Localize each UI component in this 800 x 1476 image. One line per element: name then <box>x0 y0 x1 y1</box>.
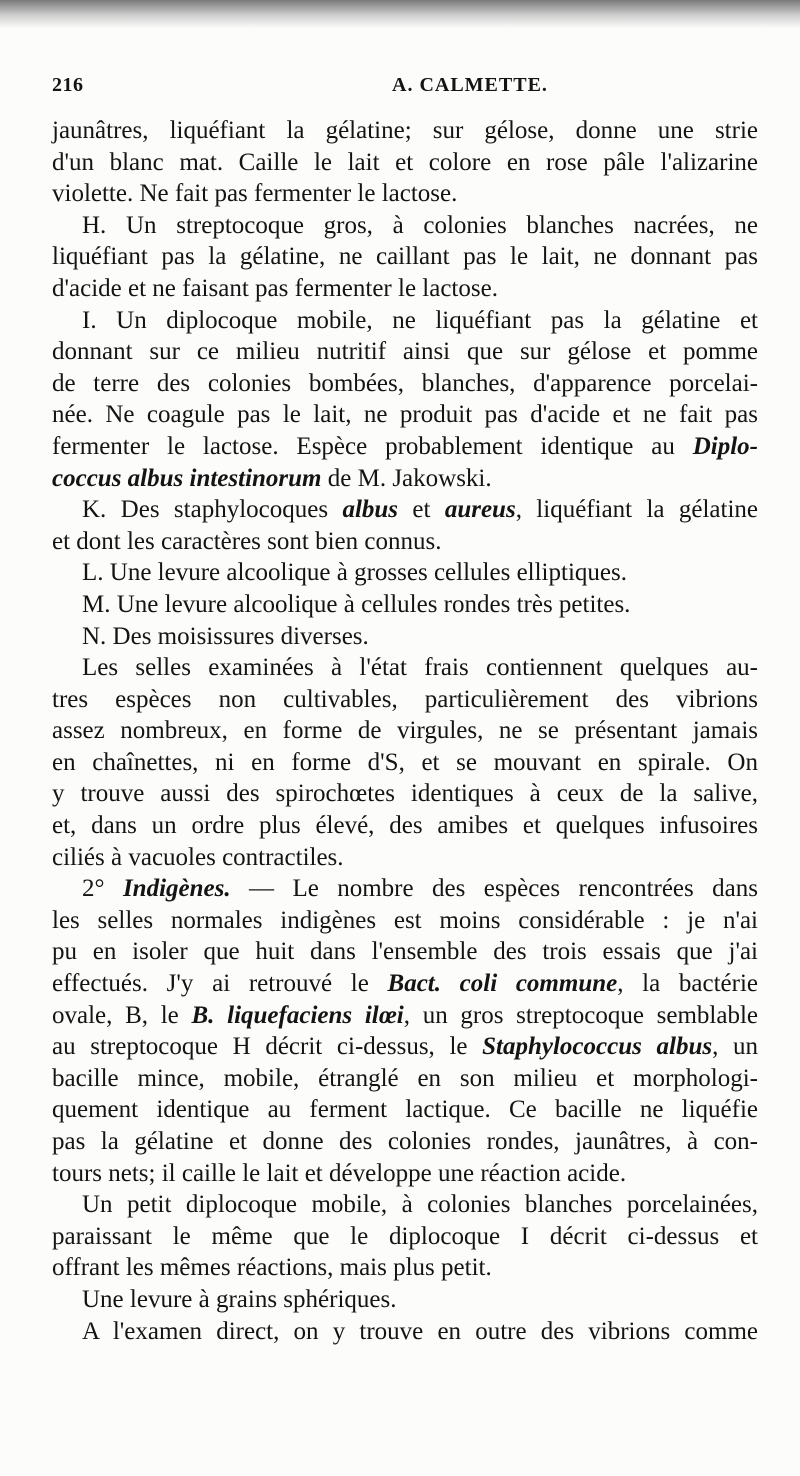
text-line: A l'examen direct, on y trouve en outre des vibrions comme <box>82 1317 758 1345</box>
text-line: tours nets; il caille le lait et développe une réaction acide. <box>52 1159 627 1187</box>
text-line: Une levure à grains sphériques. <box>82 1285 397 1313</box>
text-line: M. Une levure alcoolique à cellules rondes très petites. <box>82 590 631 618</box>
species-name: albus <box>342 496 399 524</box>
text-line: y trouve aussi des spirochœtes identiques à ceux de la salive, <box>52 780 758 808</box>
text-line: H. Un streptocoque gros, à colonies blanches nacrées, ne <box>82 211 758 239</box>
text-line: et dont les caractères sont bien connus. <box>52 527 442 555</box>
body-text <box>52 115 758 1347</box>
species-name: Staphylococcus albus <box>482 1033 713 1061</box>
text-line: de terre des colonies bombées, blanches, d'apparence porcelai- <box>52 369 758 397</box>
text-line: bacille mince, mobile, étranglé en son milieu et morphologi- <box>52 1064 758 1092</box>
text-line: liquéfiant pas la gélatine, ne caillant pas le lait, ne donnant pas <box>52 243 758 271</box>
text-line: quement identique au ferment lactique. Ce bacille ne liquéfie <box>52 1096 758 1124</box>
scanned-page-edge <box>0 0 800 28</box>
text-line: violette. Ne fait pas fermenter le lactose. <box>52 180 458 208</box>
text-line: tres espèces non cultivables, particulièrement des vibrions <box>52 685 758 713</box>
text-line: ovale, B, le B. liquefaciens ilœi, un gros streptocoque semblable <box>52 1001 758 1029</box>
text-line: et, dans un ordre plus élevé, des amibes et quelques infusoires <box>52 812 758 840</box>
text-line: I. Un diplocoque mobile, ne liquéfiant pas la gélatine et <box>82 306 758 334</box>
text-line: au streptocoque H décrit ci-dessus, le Staphylococcus albus, un <box>52 1033 758 1061</box>
text-line: ciliés à vacuoles contractiles. <box>52 843 344 871</box>
text-line: coccus albus intestinorum de M. Jakowski. <box>52 464 492 492</box>
text-line: d'acide et ne faisant pas fermenter le lactose. <box>52 274 498 302</box>
species-name: coccus albus intestinorum <box>52 464 322 492</box>
text-line: Un petit diplocoque mobile, à colonies blanches porcelainées, <box>82 1191 758 1219</box>
text-line: N. Des moisissures diverses. <box>82 622 369 650</box>
text-line: d'un blanc mat. Caille le lait et colore en rose pâle l'alizarine <box>52 148 758 176</box>
text-line: née. Ne coagule pas le lait, ne produit pas d'acide et ne fait pas <box>52 401 758 429</box>
text-line: fermenter le lactose. Espèce probablement identique au Diplo- <box>52 432 758 460</box>
page-header <box>52 74 752 104</box>
text-line: L. Une levure alcoolique à grosses cellules elliptiques. <box>82 559 627 587</box>
running-head: A. CALMETTE. <box>392 74 548 96</box>
text-line: Les selles examinées à l'état frais contiennent quelques au- <box>82 654 758 682</box>
species-name: Bact. coli commune <box>387 970 618 998</box>
species-name: aureus <box>444 496 516 524</box>
text-line: K. Des staphylocoques albus et aureus, liquéfiant la gélatine <box>82 496 759 524</box>
page-number: 216 <box>52 74 84 96</box>
text-line: assez nombreux, en forme de virgules, ne se présentant jamais <box>52 717 758 745</box>
text-line: effectués. J'y ai retrouvé le Bact. coli commune, la bactérie <box>52 970 758 998</box>
text-line: 2° Indigènes. — Le nombre des espèces rencontrées dans <box>82 875 759 903</box>
text-line: pu en isoler que huit dans l'ensemble des trois essais que j'ai <box>52 938 758 966</box>
species-name: Diplo- <box>692 432 758 460</box>
text-line: les selles normales indigènes est moins considérable : je n'ai <box>52 906 758 934</box>
text-line: offrant les mêmes réactions, mais plus petit. <box>52 1254 492 1282</box>
text-line: donnant sur ce milieu nutritif ainsi que sur gélose et pomme <box>52 338 758 366</box>
text-line: jaunâtres, liquéfiant la gélatine; sur gélose, donne une strie <box>52 117 758 144</box>
text-line: pas la gélatine et donne des colonies rondes, jaunâtres, à con- <box>52 1128 758 1155</box>
text-line: en chaînettes, ni en forme d'S, et se mouvant en spirale. On <box>52 748 758 776</box>
text-line: paraissant le même que le diplocoque I décrit ci-dessus et <box>52 1222 758 1250</box>
species-name: B. liquefaciens ilœi <box>191 1001 404 1029</box>
section-heading: Indigènes. <box>122 875 231 903</box>
